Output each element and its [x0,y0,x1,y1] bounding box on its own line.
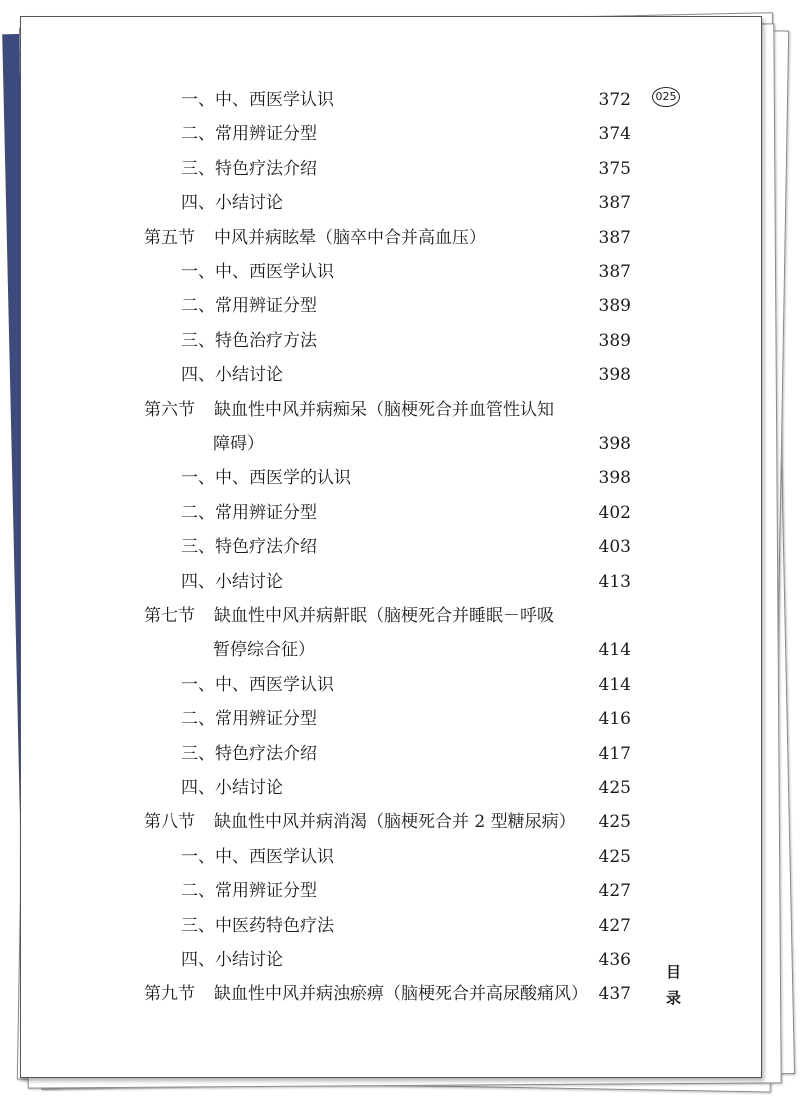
item-number: 三、 [181,915,215,936]
item-number: 四、 [181,365,215,386]
page-number: 387 [598,262,631,282]
toc-item-row[interactable] [181,668,631,702]
item-number: 三、 [181,743,215,764]
side-label [666,959,681,1011]
section-number: 第九节 [144,984,195,1005]
entry-title: 特色疗法介绍 [215,537,317,558]
page-number: 398 [598,434,631,454]
page-number: 403 [598,537,631,558]
item-number: 一、 [181,262,215,282]
toc-item-row[interactable] [181,496,631,530]
page-number: 398 [598,468,631,489]
entry-title: 中、西医学认识 [215,674,334,695]
item-number: 三、 [181,330,215,351]
entry-title: 暂停综合征） [213,640,315,661]
entry-title: 常用辨证分型 [215,296,317,317]
item-number: 二、 [181,124,215,145]
toc-item-row[interactable] [181,909,631,943]
toc-list [21,17,761,1077]
entry-title: 中、西医学认识 [215,90,334,110]
item-number: 四、 [181,571,215,592]
toc-item-row[interactable] [181,186,631,220]
toc-section-row[interactable] [144,221,631,255]
entry-title: 常用辨证分型 [215,124,317,145]
page-number: 398 [598,365,631,386]
item-number: 四、 [181,950,215,970]
page-number-badge: 025 [652,87,680,107]
entry-title: 小结讨论 [215,365,283,386]
item-number: 三、 [181,537,215,558]
item-number: 一、 [181,846,215,867]
item-number: 二、 [181,502,215,523]
page-number: 372 [598,90,631,110]
toc-item-row[interactable] [181,771,631,805]
item-number: 一、 [181,674,215,695]
section-number: 第八节 [144,812,195,833]
page-number: 425 [598,846,631,867]
entry-title: 中、西医学的认识 [215,468,351,489]
entry-title: 特色疗法介绍 [215,158,317,179]
toc-section-row[interactable] [144,977,631,1011]
toc-item-row[interactable] [213,633,631,667]
entry-title: 小结讨论 [215,193,283,214]
toc-item-row[interactable] [181,874,631,908]
page-number: 425 [598,812,631,833]
toc-item-row[interactable] [181,737,631,771]
item-number: 一、 [181,468,215,489]
item-number: 二、 [181,881,215,902]
page-number: 437 [598,984,631,1005]
side-label-char: 目 [666,963,682,981]
section-number: 第七节 [144,606,195,626]
page-number: 374 [598,124,631,145]
toc-section-row[interactable] [144,393,631,427]
entry-title: 缺血性中风并病痴呆（脑梗死合并血管性认知 [214,399,554,420]
section-number: 第六节 [144,399,195,420]
item-number: 四、 [181,193,215,214]
entry-title: 小结讨论 [215,778,283,798]
page-number: 436 [598,950,631,970]
toc-item-row[interactable] [181,83,631,117]
toc-item-row[interactable] [181,324,631,358]
toc-item-row[interactable] [181,702,631,736]
entry-title: 缺血性中风并病消渴（脑梗死合并 2 型糖尿病） [214,812,576,833]
entry-title: 中、西医学认识 [215,846,334,867]
entry-title: 常用辨证分型 [215,502,317,523]
toc-item-row[interactable] [181,255,631,289]
toc-item-row[interactable] [213,427,631,461]
entry-title: 缺血性中风并病鼾眠（脑梗死合并睡眠－呼吸 [214,606,554,626]
page-number: 414 [598,640,631,661]
entry-title: 中、西医学认识 [215,262,334,282]
entry-title: 常用辨证分型 [215,881,317,902]
toc-item-row[interactable] [181,840,631,874]
page-number: 389 [598,296,631,317]
toc-item-row[interactable] [181,461,631,495]
item-number: 一、 [181,90,215,110]
page-number: 375 [598,158,631,179]
entry-title: 中风并病眩晕（脑卒中合并高血压） [214,227,486,248]
entry-title: 常用辨证分型 [215,709,317,730]
page-number: 425 [598,778,631,798]
toc-section-row[interactable] [144,805,631,839]
entry-title: 特色疗法介绍 [215,743,317,764]
page-number: 413 [598,571,631,592]
toc-section-row[interactable] [144,599,631,633]
item-number: 二、 [181,709,215,730]
toc-item-row[interactable] [181,565,631,599]
page-number: 427 [598,881,631,902]
section-number: 第五节 [144,227,195,248]
toc-page [20,16,762,1078]
item-number: 四、 [181,778,215,798]
item-number: 三、 [181,158,215,179]
page-number: 414 [598,674,631,695]
page-number: 389 [598,330,631,351]
page-number: 416 [598,709,631,730]
page-number: 387 [598,227,631,248]
entry-title: 小结讨论 [215,571,283,592]
toc-item-row[interactable] [181,358,631,392]
page-number: 417 [598,743,631,764]
page-number: 402 [598,502,631,523]
side-label-char: 录 [666,989,682,1007]
entry-title: 中医药特色疗法 [215,915,334,936]
toc-item-row[interactable] [181,289,631,323]
toc-item-row[interactable] [181,943,631,977]
entry-title: 障碍） [213,434,264,454]
entry-title: 缺血性中风并病浊瘀痹（脑梗死合并高尿酸痛风） [214,984,588,1005]
toc-item-row[interactable] [181,530,631,564]
toc-item-row[interactable] [181,152,631,186]
entry-title: 特色治疗方法 [215,330,317,351]
page-number: 427 [598,915,631,936]
toc-item-row[interactable] [181,117,631,151]
page-number: 387 [598,193,631,214]
entry-title: 小结讨论 [215,950,283,970]
item-number: 二、 [181,296,215,317]
